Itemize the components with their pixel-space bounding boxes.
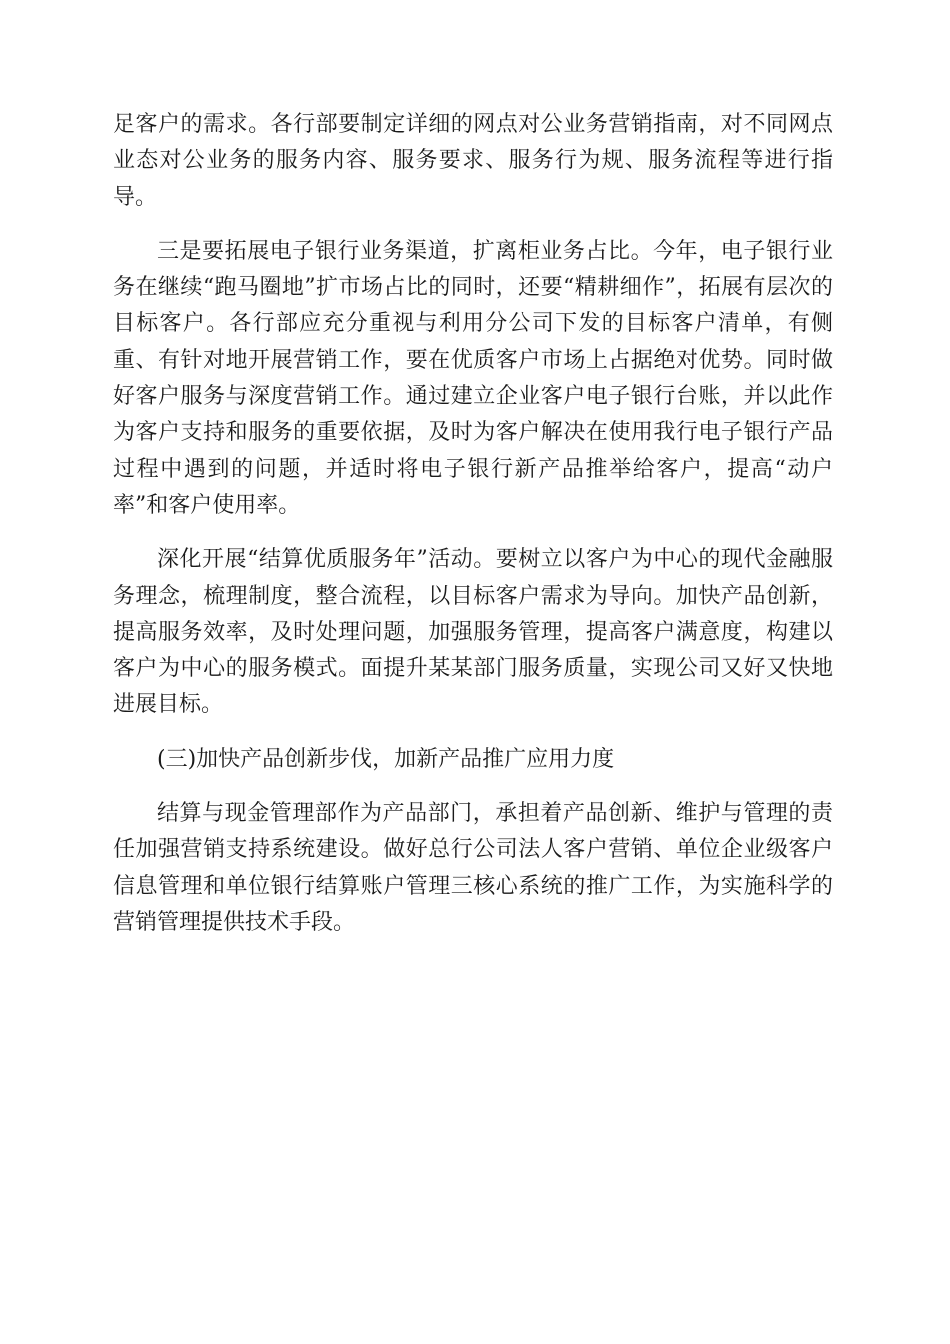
paragraph-cash-management: 结算与现金管理部作为产品部门，承担着产品创新、维护与管理的责任加强营销支持系统建设。做好总行公司法人客户营销、单位企业级客户信息管理和单位银行结算账户管理三核心系统的推广工作，为实施科学的营销管理提供技术手段。 <box>113 801 833 935</box>
paragraph-electronic-banking: 三是要拓展电子银行业务渠道，扩离柜业务占比。今年，电子银行业务在继续“跑马圈地”扩市场占比的同时，还要“精耕细作”，拓展有层次的目标客户。各行部应充分重视与利用分公司下发的目标客户清单，有侧重、有针对地开展营销工作，要在优质客户市场上占据绝对优势。同时做好客户服务与深度营销工作。通过建立企业客户电子银行台账，并以此作为客户支持和服务的重要依据，及时为客户解决在使用我行电子银行产品过程中遇到的问题，并适时将电子银行新产品推举给客户，提高“动户率”和客户使用率。 <box>113 238 833 518</box>
paragraph-settlement-service: 深化开展“结算优质服务年”活动。要树立以客户为中心的现代金融服务理念，梳理制度，整合流程，以目标客户需求为导向。加快产品创新，提高服务效率，及时处理问题，加强服务管理，提高客户满意度，构建以客户为中心的服务模式。面提升某某部门服务质量，实现公司又好又快地进展目标。 <box>113 547 833 718</box>
paragraph-continuation: 足客户的需求。各行部要制定详细的网点对公业务营销指南，对不同网点业态对公业务的服务内容、服务要求、服务行为规、服务流程等进行指导。 <box>113 112 833 210</box>
document-body <box>113 107 833 959</box>
section-heading-product-innovation: (三)加快产品创新步伐，加新产品推广应用力度 <box>157 746 615 772</box>
